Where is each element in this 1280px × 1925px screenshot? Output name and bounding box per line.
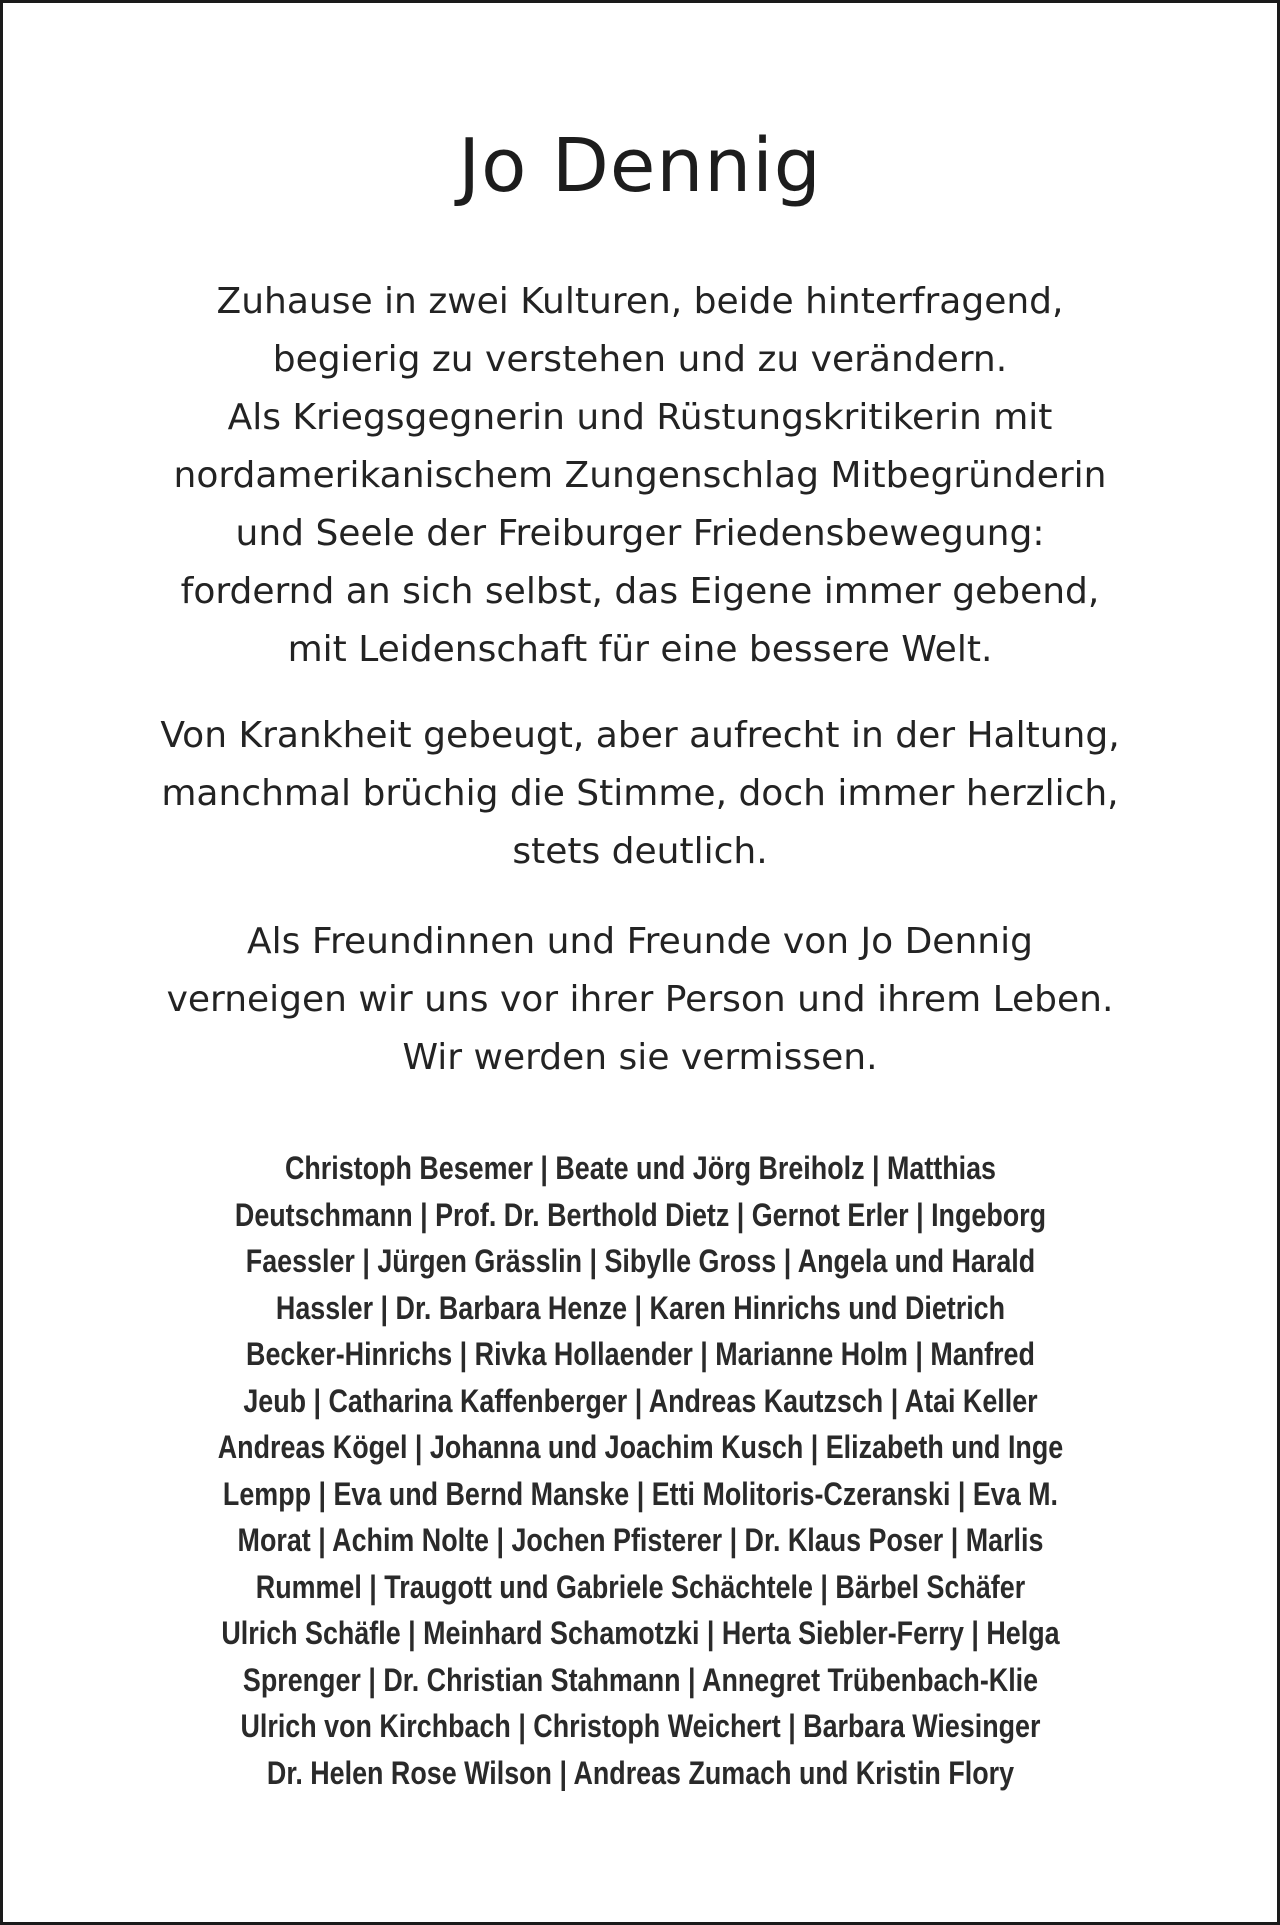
signatories-line: Becker-Hinrichs | Rivka Hollaender | Marianne Holm | Manfred: [246, 1336, 1035, 1372]
text-line: nordamerikanischem Zungenschlag Mitbegründerin: [173, 455, 1107, 496]
signatories-line: Ulrich Schäfle | Meinhard Schamotzki | Herta Siebler-Ferry | Helga: [221, 1615, 1060, 1651]
text-line: mit Leidenschaft für eine bessere Welt.: [287, 629, 993, 670]
signatories-line: Jeub | Catharina Kaffenberger | Andreas Kautzsch | Atai Keller: [243, 1382, 1038, 1419]
tribute-paragraph-1: [3, 273, 1277, 679]
signatories-list: [105, 1145, 1175, 1796]
signatories-line: Christoph Besemer | Beate und Jörg Breiholz | Matthias: [284, 1150, 997, 1186]
text-line: Wir werden sie vermissen.: [402, 1037, 878, 1078]
text-line: Zuhause in zwei Kulturen, beide hinterfragend,: [216, 281, 1064, 322]
text-line: Als Kriegsgegnerin und Rüstungskritikerin mit: [227, 397, 1053, 438]
tribute-paragraph-2: [3, 707, 1277, 881]
text-line: fordernd an sich selbst, das Eigene immer gebend,: [180, 571, 1100, 612]
signatories-line: Faessler | Jürgen Grässlin | Sibylle Gross | Angela und Harald: [245, 1243, 1036, 1279]
signatories-line: Ulrich von Kirchbach | Christoph Weichert | Barbara Wiesinger: [240, 1708, 1041, 1744]
signatories-line: Morat | Achim Nolte | Jochen Pfisterer | Dr. Klaus Poser | Marlis: [237, 1522, 1044, 1558]
signatories-line: Lempp | Eva und Bernd Manske | Etti Molitoris-Czeranski | Eva M.: [222, 1475, 1059, 1512]
deceased-name-heading: Jo Dennig: [458, 123, 822, 209]
text-line: begierig zu verstehen und zu verändern.: [272, 339, 1008, 380]
text-line: Von Krankheit gebeugt, aber aufrecht in der Haltung,: [160, 715, 1120, 756]
signatories-line: Dr. Helen Rose Wilson | Andreas Zumach und Kristin Flory: [266, 1754, 1015, 1791]
text-line: verneigen wir uns vor ihrer Person und ihrem Leben.: [166, 979, 1114, 1020]
tribute-paragraph-3: [3, 913, 1277, 1087]
signatories-line: Sprenger | Dr. Christian Stahmann | Annegret Trübenbach-Klie: [242, 1661, 1039, 1698]
signatories-line: Rummel | Traugott und Gabriele Schächtele | Bärbel Schäfer: [255, 1568, 1026, 1605]
text-line: manchmal brüchig die Stimme, doch immer herzlich,: [161, 773, 1119, 814]
signatories-line: Andreas Kögel | Johanna und Joachim Kusch | Elizabeth und Inge: [217, 1429, 1064, 1465]
text-line: Als Freundinnen und Freunde von Jo Dennig: [247, 921, 1033, 962]
text-line: und Seele der Freiburger Friedensbewegung:: [235, 513, 1045, 554]
signatories-line: Hassler | Dr. Barbara Henze | Karen Hinrichs und Dietrich: [275, 1289, 1006, 1326]
text-line: stets deutlich.: [512, 831, 768, 872]
signatories-line: Deutschmann | Prof. Dr. Berthold Dietz | Gernot Erler | Ingeborg: [234, 1196, 1047, 1233]
